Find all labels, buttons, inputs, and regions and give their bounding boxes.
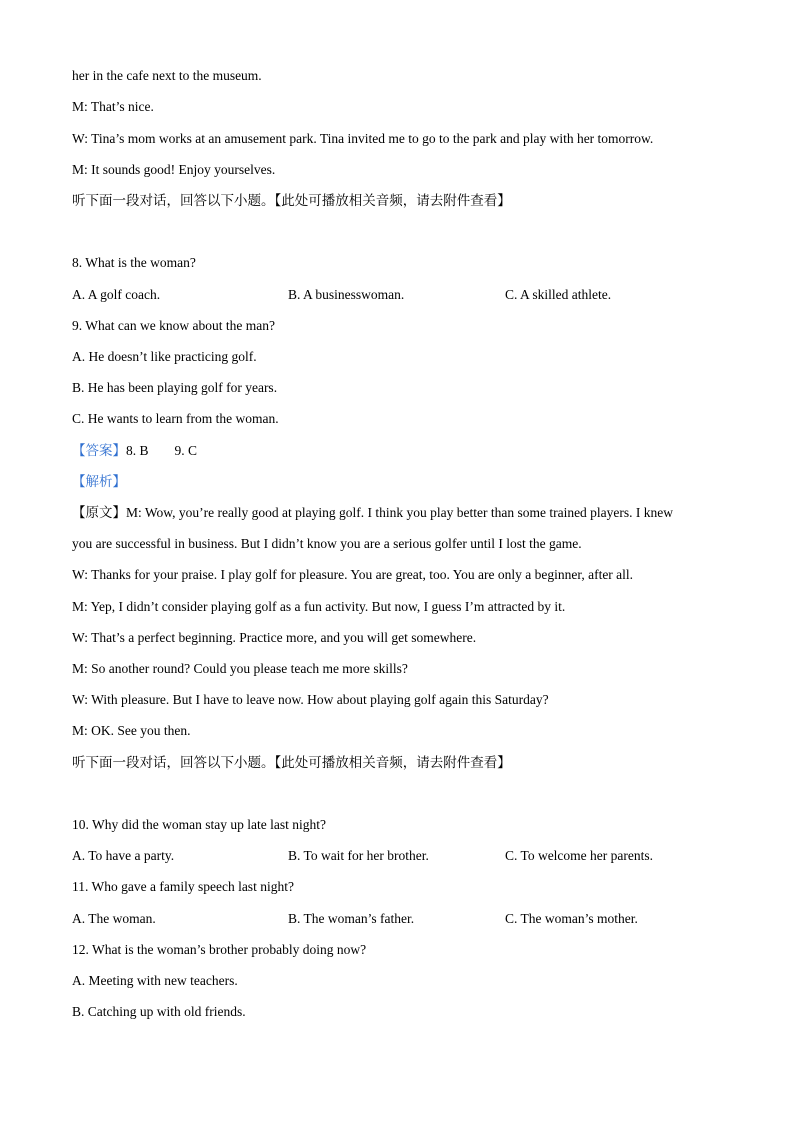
question-9: 9. What can we know about the man? — [72, 318, 275, 333]
instruction-text: 听下面一段对话，回答以下小题。【此处可播放相关音频，请去附件查看】 — [72, 193, 511, 209]
transcript-tag: 【原文】 — [72, 505, 126, 521]
instruction-text: 听下面一段对话，回答以下小题。【此处可播放相关音频，请去附件查看】 — [72, 755, 511, 771]
q10-option-c: C. To welcome her parents. — [505, 848, 654, 863]
q12-option-a: A. Meeting with new teachers. — [72, 973, 238, 988]
transcript-line: M: Yep, I didn’t consider playing golf as a fun activity. But now, I guess I’m attracted by it. — [72, 599, 566, 614]
analysis-line — [72, 473, 126, 491]
transcript-text: M: Wow, you’re really good at playing golf. I think you play better than some trained players. I knew — [126, 505, 674, 520]
text-line: W: Tina’s mom works at an amusement park. Tina invited me to go to the park and play with her tomorrow. — [72, 131, 654, 146]
analysis-tag: 【解析】 — [72, 474, 126, 490]
transcript-line — [72, 504, 673, 522]
question-11: 11. Who gave a family speech last night? — [72, 879, 294, 894]
q11-option-b: B. The woman’s father. — [288, 911, 415, 926]
transcript-line: W: With pleasure. But I have to leave now. How about playing golf again this Saturday? — [72, 692, 549, 707]
transcript-line: M: So another round? Could you please teach me more skills? — [72, 661, 408, 676]
transcript-line: W: Thanks for your praise. I play golf for pleasure. You are great, too. You are only a beginner, after all. — [72, 567, 634, 582]
q8-option-c: C. A skilled athlete. — [505, 287, 612, 302]
transcript-line: W: That’s a perfect beginning. Practice more, and you will get somewhere. — [72, 630, 477, 645]
text-line: M: It sounds good! Enjoy yourselves. — [72, 162, 276, 177]
question-8: 8. What is the woman? — [72, 255, 196, 270]
q9-option-a: A. He doesn’t like practicing golf. — [72, 349, 257, 364]
text-line: M: That’s nice. — [72, 99, 154, 114]
q12-option-b: B. Catching up with old friends. — [72, 1004, 246, 1019]
answer-8: 8. B — [126, 443, 149, 458]
q11-option-c: C. The woman’s mother. — [505, 911, 638, 926]
q9-option-c: C. He wants to learn from the woman. — [72, 411, 279, 426]
transcript-line: you are successful in business. But I didn’t know you are a serious golfer until I lost the game. — [72, 536, 582, 551]
q8-option-b: B. A businesswoman. — [288, 287, 405, 302]
question-10: 10. Why did the woman stay up late last night? — [72, 817, 326, 832]
text-line: her in the cafe next to the museum. — [72, 68, 262, 83]
transcript-line: M: OK. See you then. — [72, 723, 191, 738]
answer-tag: 【答案】 — [72, 443, 126, 459]
answer-line — [72, 442, 197, 460]
question-12: 12. What is the woman’s brother probably doing now? — [72, 942, 367, 957]
q8-option-a: A. A golf coach. — [72, 287, 161, 302]
q10-option-a: A. To have a party. — [72, 848, 175, 863]
q10-option-b: B. To wait for her brother. — [288, 848, 429, 863]
answer-9: 9. C — [174, 443, 198, 458]
q9-option-b: B. He has been playing golf for years. — [72, 380, 278, 395]
q11-option-a: A. The woman. — [72, 911, 156, 926]
